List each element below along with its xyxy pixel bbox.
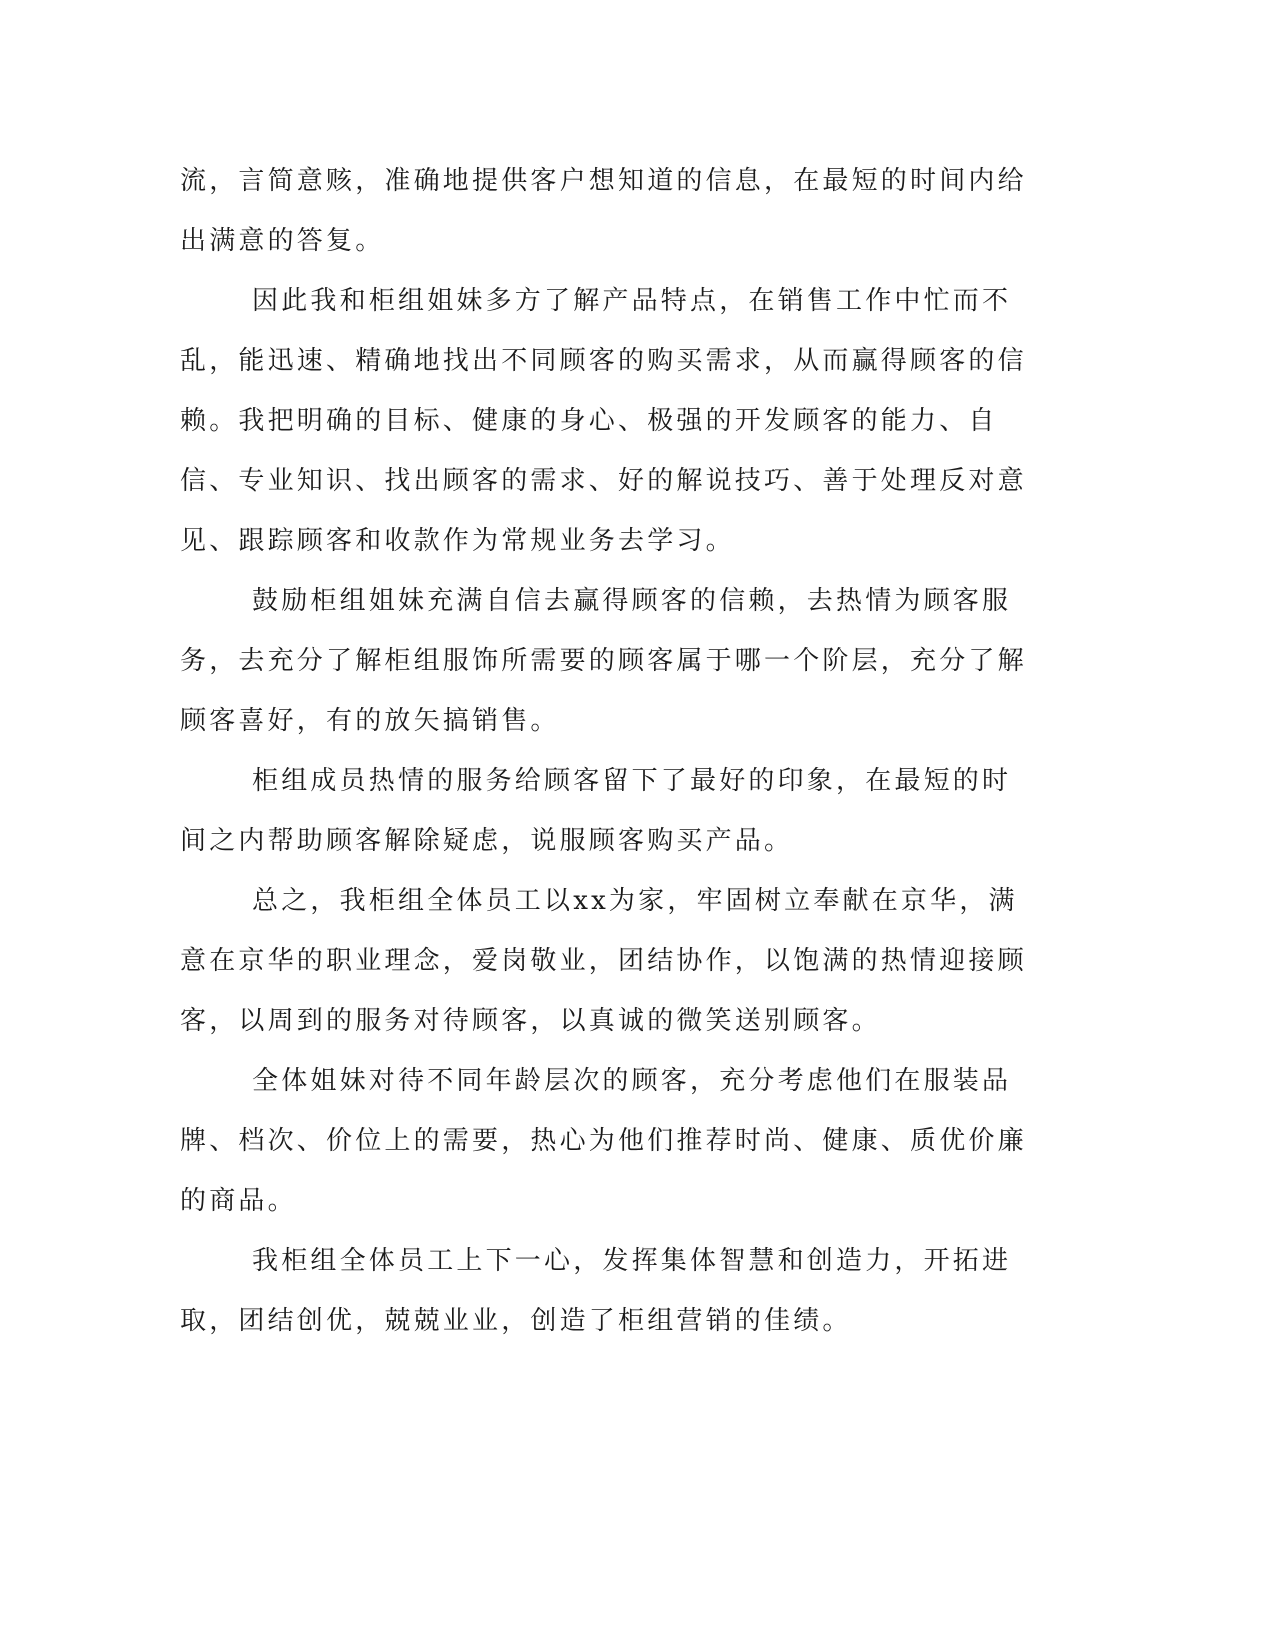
paragraph-4: 柜组成员热情的服务给顾客留下了最好的印象，在最短的时间之内帮助顾客解除疑虑，说服顾客购买产品。 [180, 766, 1012, 856]
document-body [180, 151, 1030, 1351]
paragraph-2: 因此我和柜组姐妹多方了解产品特点，在销售工作中忙而不乱，能迅速、精确地找出不同顾客的购买需求，从而赢得顾客的信赖。我把明确的目标、健康的身心、极强的开发顾客的能力、自信、专业知识、找出顾客的需求、好的解说技巧、善于处理反对意见、跟踪顾客和收款作为常规业务去学习。 [180, 286, 1027, 556]
paragraph-6: 全体姐妹对待不同年龄层次的顾客，充分考虑他们在服装品牌、档次、价位上的需要，热心为他们推荐时尚、健康、质优价廉的商品。 [180, 1066, 1027, 1216]
paragraph-1: 流，言简意赅，准确地提供客户想知道的信息，在最短的时间内给出满意的答复。 [180, 166, 1027, 256]
paragraph-3: 鼓励柜组姐妹充满自信去赢得顾客的信赖，去热情为顾客服务，去充分了解柜组服饰所需要的顾客属于哪一个阶层，充分了解顾客喜好，有的放矢搞销售。 [180, 586, 1027, 736]
paragraph-5: 总之，我柜组全体员工以xx为家，牢固树立奉献在京华，满意在京华的职业理念，爱岗敬业，团结协作，以饱满的热情迎接顾客，以周到的服务对待顾客，以真诚的微笑送别顾客。 [180, 886, 1027, 1036]
paragraph-7: 我柜组全体员工上下一心，发挥集体智慧和创造力，开拓进取，团结创优，兢兢业业，创造了柜组营销的佳绩。 [180, 1246, 1012, 1336]
